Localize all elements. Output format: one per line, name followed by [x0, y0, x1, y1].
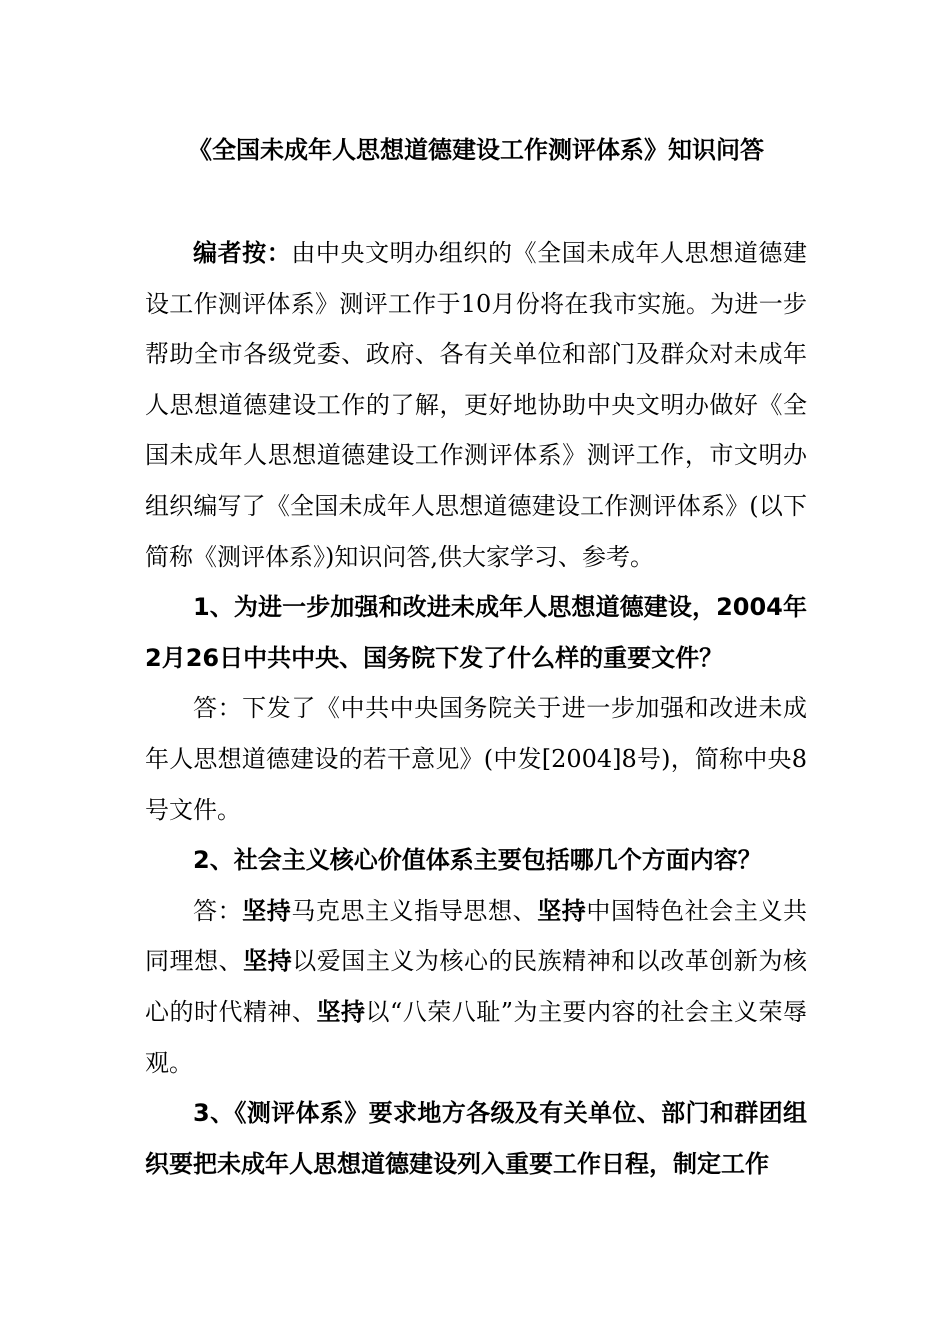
editor-note-text: 由中央文明办组织的《全国未成年人思想道德建设工作测评体系》测评工作于10月份将在我市实施。为进一步帮助全市各级党委、政府、各有关单位和部门及群众对未成年人思想道德建设工作的了解，更好地协助中央文明办做好《全国未成年人思想道德建设工作测评体系》测评工作，市文明办组织编写了《全国未成年人思想道德建设工作测评体系》(以下简称《测评体系》)知识问答,供大家学习、参考。: [145, 239, 808, 571]
answer-2-keyword-1: 坚持: [242, 896, 292, 925]
answer-1: 答：下发了《中共中央国务院关于进一步加强和改进未成年人思想道德建设的若干意见》(中发[2004]8号)，简称中央8号文件。: [145, 694, 807, 824]
answer-2-prefix: 答：: [193, 896, 243, 925]
editor-note-paragraph: [145, 228, 807, 582]
answer-2-keyword-3: 坚持: [243, 947, 293, 976]
question-3: 3、《测评体系》要求地方各级及有关单位、部门和群团组织要把未成年人思想道德建设列入重要工作日程，制定工作: [145, 1099, 807, 1178]
question-2: 2、社会主义核心价值体系主要包括哪几个方面内容？: [193, 846, 762, 875]
document-title: 《全国未成年人思想道德建设工作测评体系》知识问答: [188, 136, 764, 164]
answer-2-keyword-2: 坚持: [537, 896, 587, 925]
answer-2-keyword-4: 坚持: [316, 997, 366, 1026]
answer-2-part-4: 以“八荣八耻”为主要内容的社会主义荣辱观。: [145, 997, 808, 1077]
answer-2: [145, 886, 807, 1088]
question-1: 1、为进一步加强和改进未成年人思想道德建设，2004年2月26日中共中央、国务院下发了什么样的重要文件？: [145, 593, 807, 672]
document-body: [145, 228, 807, 1189]
editor-note-label: 编者按：: [193, 239, 292, 267]
answer-2-part-1: 马克思主义指导思想、: [291, 896, 538, 925]
answer-2-part-2: 中国特色社会主义共同理想、: [145, 896, 808, 976]
answer-2-part-3: 以爱国主义为核心的民族精神和以改革创新为核心的时代精神、: [145, 947, 808, 1026]
